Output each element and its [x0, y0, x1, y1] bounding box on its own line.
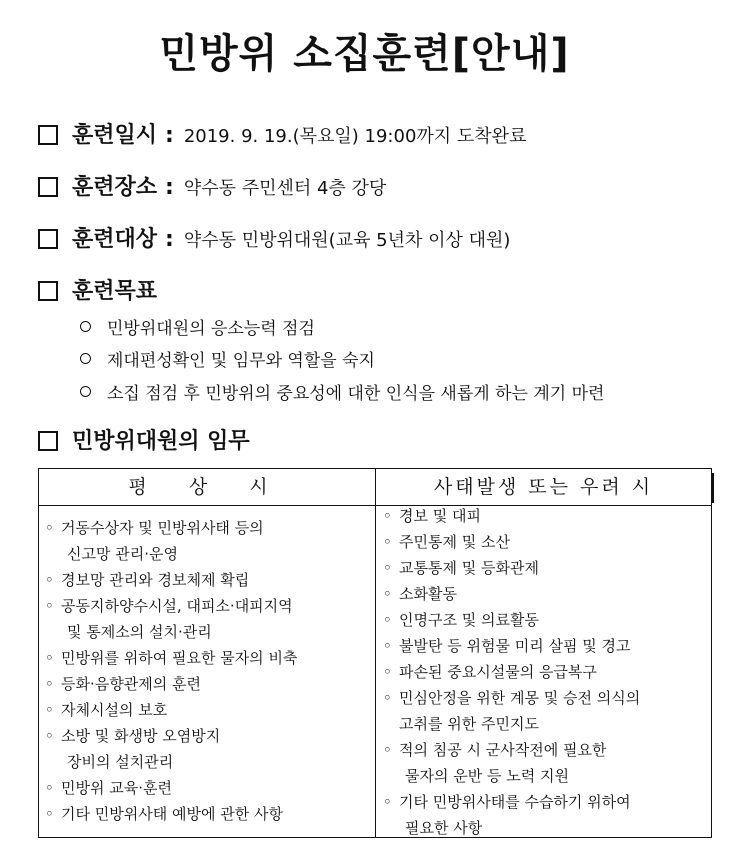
- list-item: ◦ 공동지하양수시설, 대피소·대피지역: [45, 593, 297, 619]
- small-circle-bullet-icon: ◦: [383, 611, 392, 629]
- list-item-continuation: 장비의 설치관리: [67, 753, 174, 771]
- small-circle-bullet-icon: ◦: [45, 805, 54, 823]
- small-circle-bullet-icon: ◦: [383, 533, 392, 551]
- goal-text: 제대편성확인 및 임무와 역할을 숙지: [107, 351, 375, 371]
- list-item: ◦ 파손된 중요시설물의 응급복구: [383, 659, 640, 685]
- circle-bullet-icon: [80, 353, 91, 364]
- duties-heading: [38, 424, 250, 455]
- small-circle-bullet-icon: ◦: [383, 741, 392, 759]
- small-circle-bullet-icon: ◦: [45, 779, 54, 797]
- small-circle-bullet-icon: ◦: [45, 649, 54, 667]
- list-item: ◦ 자체시설의 보호: [45, 697, 297, 723]
- list-item: ◦ 소화활동: [383, 581, 640, 607]
- list-item-continuation: 필요한 사항: [405, 819, 483, 837]
- list-item: ◦ 기타 민방위사태 예방에 관한 사항: [45, 801, 297, 827]
- list-item: ◦ 거동수상자 및 민방위사태 등의: [45, 515, 297, 541]
- colon: :: [165, 123, 174, 148]
- normal-duties-list: [45, 515, 297, 827]
- colon: :: [165, 175, 174, 200]
- checkbox-square-icon: [38, 431, 58, 451]
- list-item-continuation: 고취를 위한 주민지도: [399, 715, 539, 733]
- goals-label: 훈련목표: [72, 279, 158, 304]
- list-item: ◦ 소방 및 화생방 오염방지: [45, 723, 297, 749]
- header-shadow: [711, 473, 714, 503]
- place-value: 약수동 주민센터 4층 강당: [183, 178, 387, 199]
- column-divider: [375, 469, 376, 837]
- list-item: ◦ 교통통제 및 등화관제: [383, 555, 640, 581]
- small-circle-bullet-icon: ◦: [383, 663, 392, 681]
- column-header-normal: 평 상 시: [128, 476, 286, 498]
- checkbox-square-icon: [38, 229, 58, 249]
- list-item: ◦ 민심안정을 위한 계몽 및 승전 의식의: [383, 685, 640, 711]
- place-label: 훈련장소: [72, 175, 158, 200]
- colon: :: [165, 227, 174, 252]
- list-item-continuation: 및 통제소의 설치·관리: [67, 623, 212, 641]
- list-item: ◦ 적의 침공 시 군사작전에 필요한: [383, 737, 640, 763]
- list-item: ◦ 기타 민방위사태를 수습하기 위하여: [383, 789, 640, 815]
- page-title: 민방위 소집훈련[안내]: [159, 31, 570, 77]
- target-row: [38, 222, 510, 253]
- goal-item: [80, 379, 604, 404]
- duties-table: [38, 468, 712, 838]
- duties-label: 민방위대원의 임무: [72, 429, 250, 454]
- small-circle-bullet-icon: ◦: [45, 597, 54, 615]
- small-circle-bullet-icon: ◦: [45, 675, 54, 693]
- small-circle-bullet-icon: ◦: [383, 507, 392, 525]
- goal-text: 소집 점검 후 민방위의 중요성에 대한 인식을 새롭게 하는 계기 마련: [107, 384, 605, 404]
- date-value: 2019. 9. 19.(목요일) 19:00까지 도착완료: [183, 126, 527, 147]
- small-circle-bullet-icon: ◦: [383, 637, 392, 655]
- list-item-continuation: 신고망 관리·운영: [67, 545, 178, 563]
- goal-text: 민방위대원의 응소능력 점검: [107, 319, 315, 339]
- list-item: ◦ 경보 및 대피: [383, 503, 640, 529]
- circle-bullet-icon: [80, 386, 91, 397]
- small-circle-bullet-icon: ◦: [45, 701, 54, 719]
- small-circle-bullet-icon: ◦: [383, 585, 392, 603]
- place-row: [38, 170, 386, 201]
- list-item: ◦ 민방위 교육·훈련: [45, 775, 297, 801]
- list-item-continuation: 물자의 운반 등 노력 지원: [405, 767, 569, 785]
- checkbox-square-icon: [38, 125, 58, 145]
- small-circle-bullet-icon: ◦: [383, 689, 392, 707]
- emergency-duties-list: [383, 503, 640, 841]
- checkbox-square-icon: [38, 281, 58, 301]
- small-circle-bullet-icon: ◦: [45, 571, 54, 589]
- small-circle-bullet-icon: ◦: [45, 519, 54, 537]
- small-circle-bullet-icon: ◦: [45, 727, 54, 745]
- target-label: 훈련대상: [72, 227, 158, 252]
- circle-bullet-icon: [80, 321, 91, 332]
- list-item: ◦ 민방위를 위하여 필요한 물자의 비축: [45, 645, 297, 671]
- date-row: [38, 118, 526, 149]
- target-value: 약수동 민방위대원(교육 5년차 이상 대원): [183, 230, 511, 251]
- list-item: ◦ 경보망 관리와 경보체제 확립: [45, 567, 297, 593]
- small-circle-bullet-icon: ◦: [383, 559, 392, 577]
- checkbox-square-icon: [38, 177, 58, 197]
- list-item: ◦ 주민통제 및 소산: [383, 529, 640, 555]
- goals-heading: [38, 274, 157, 305]
- goal-item: [80, 314, 315, 339]
- small-circle-bullet-icon: ◦: [383, 793, 392, 811]
- list-item: ◦ 등화·음향관제의 훈련: [45, 671, 297, 697]
- list-item: ◦ 인명구조 및 의료활동: [383, 607, 640, 633]
- date-label: 훈련일시: [72, 123, 158, 148]
- list-item: ◦ 불발탄 등 위험물 미리 살핌 및 경고: [383, 633, 640, 659]
- column-header-emergency: 사태발생 또는 우려 시: [433, 476, 654, 498]
- goal-item: [80, 346, 375, 371]
